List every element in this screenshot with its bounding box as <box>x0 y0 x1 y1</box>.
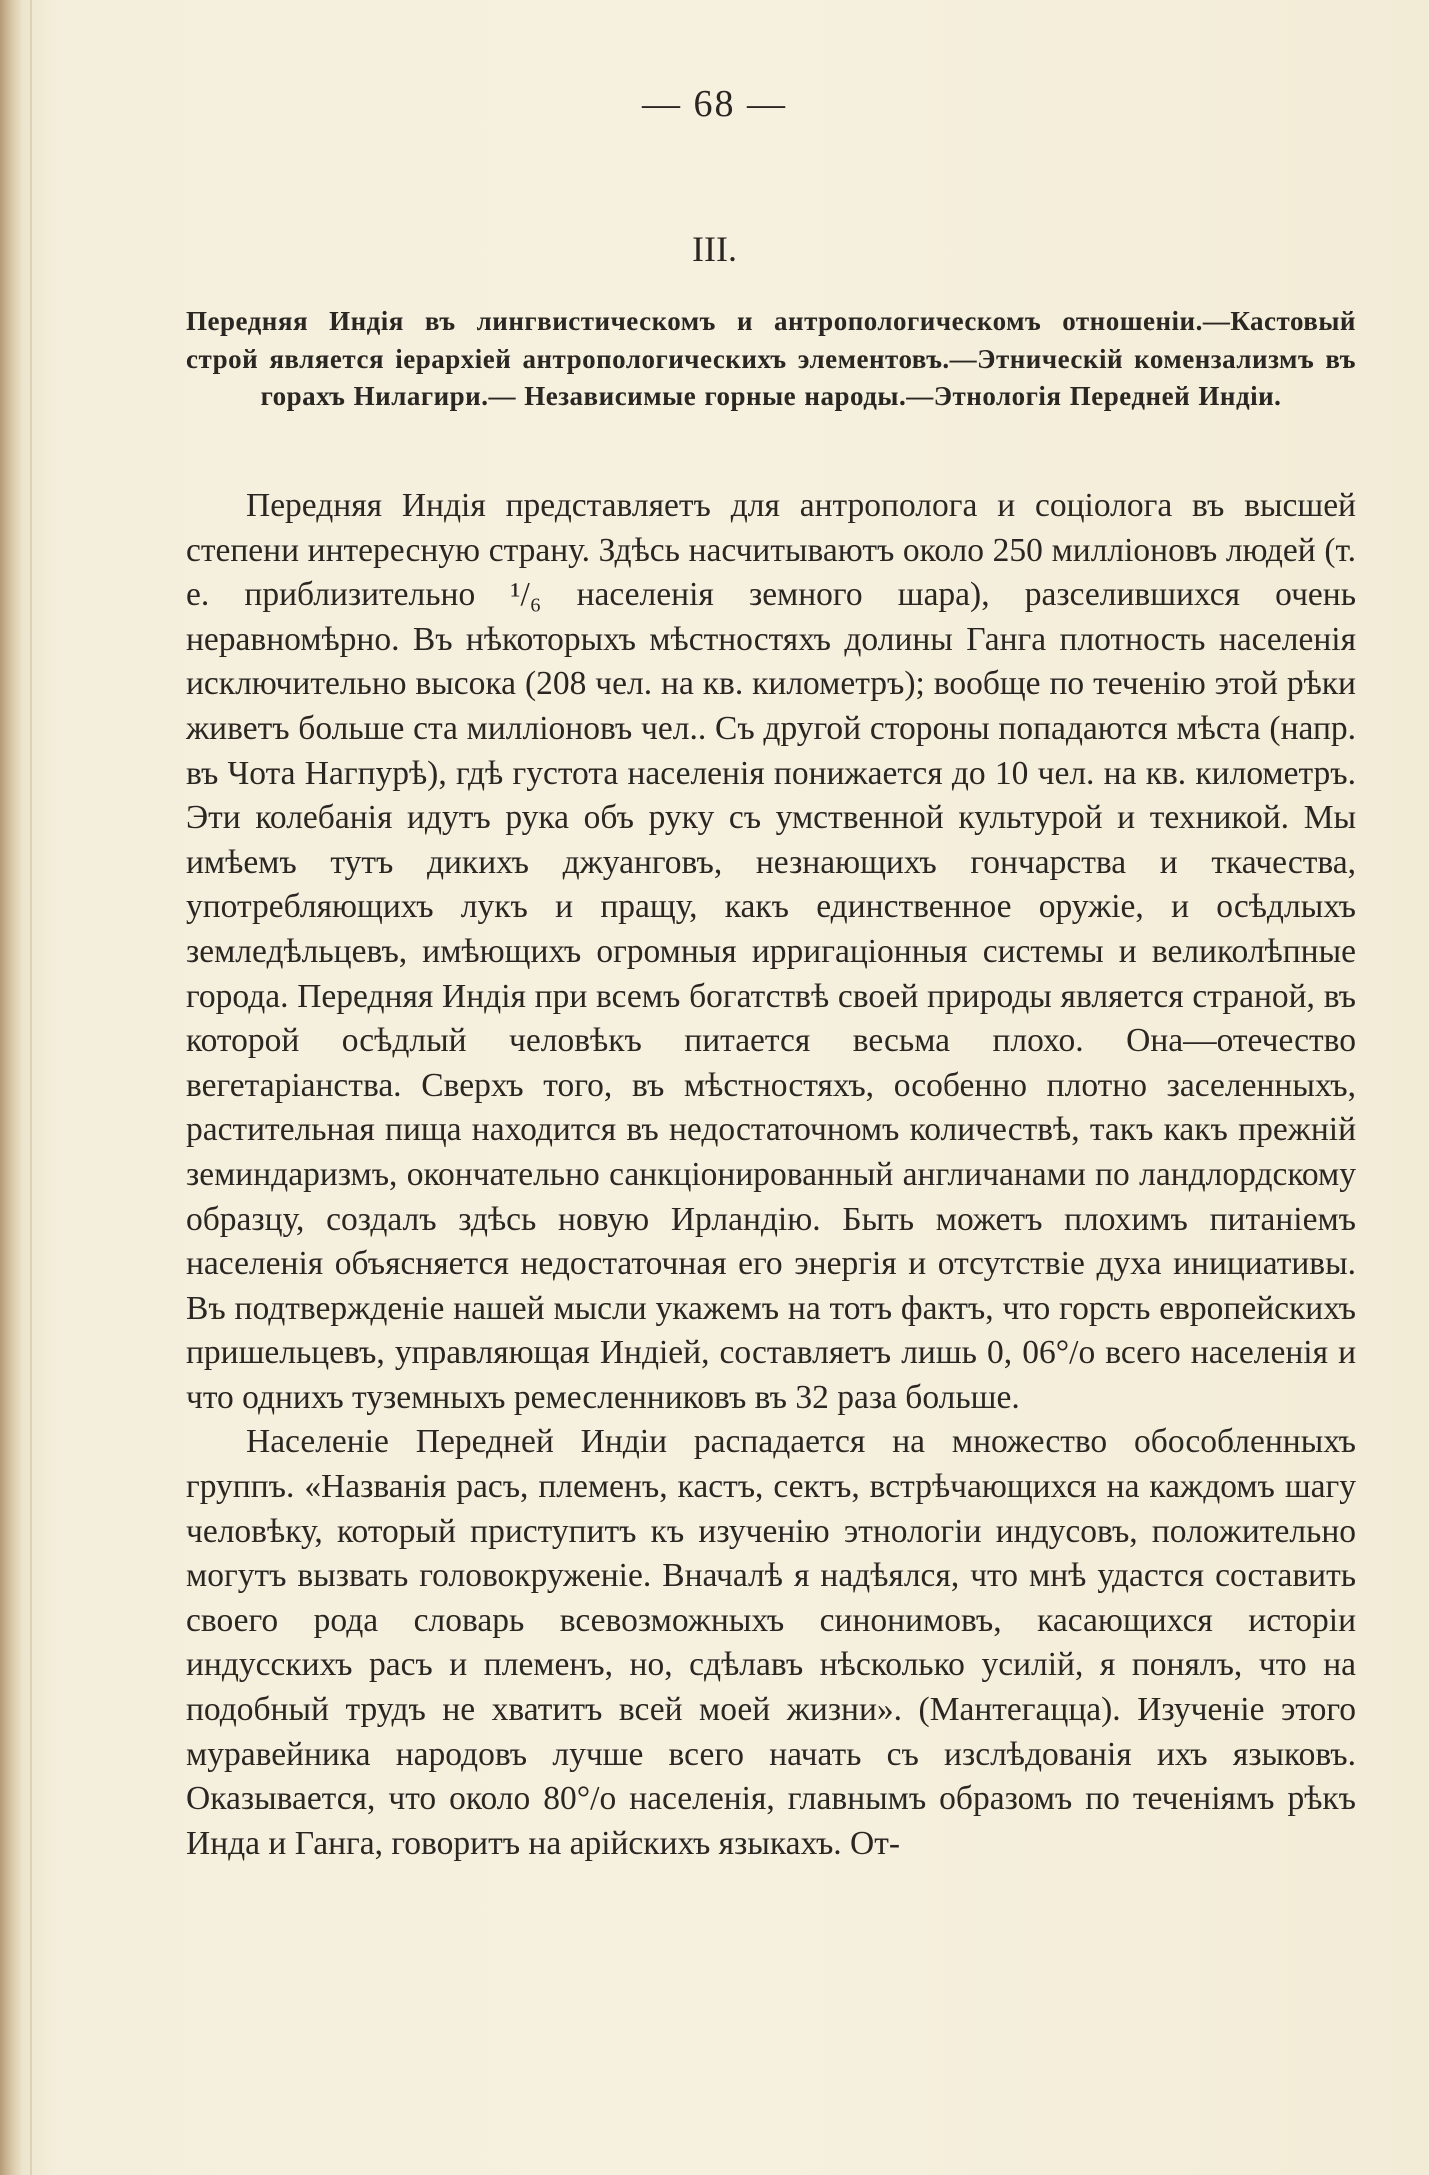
page-binding-edge <box>0 0 22 2175</box>
page-fold-shadow <box>30 0 32 2175</box>
chapter-summary: Передняя Индія въ лингвистическомъ и антропологическомъ отношеніи.—Кастовый строй является іерархіей антропологическихъ элементовъ.—Этническій комензализмъ въ горахъ Нилагири.— Независимые горные народы.—Этнологія Передней Индіи. <box>186 306 1356 411</box>
chapter-heading: III. <box>692 229 737 269</box>
body-text <box>186 484 1356 1866</box>
paragraph: Населеніе Передней Индіи распадается на множество обособленныхъ группъ. «Названія расъ, племенъ, кастъ, сектъ, встрѣчающихся на каждомъ шагу человѣку, который приступитъ къ изученію этнологіи индусовъ, положительно могутъ вызвать головокруженіе. Вначалѣ я надѣялся, что мнѣ удастся составить своего рода словарь всевозможныхъ синонимовъ, касающихся исторіи индусскихъ расъ и племенъ, но, сдѣлавъ нѣсколько усилій, я понялъ, что на подобный трудъ не хватитъ всей моей жизни». (Мантегацца). Изученіе этого муравейника народовъ лучше всего начать съ изслѣдованія ихъ языковъ. Оказывается, что около 80°/о населенія, главнымъ образомъ по теченіямъ рѣкъ Инда и Ганга, говоритъ на арійскихъ языкахъ. От- <box>186 1423 1356 1862</box>
paragraph: Передняя Индія представляетъ для антрополога и соціолога въ высшей степени интересную страну. Здѣсь насчитываютъ около 250 милліоновъ людей (т. е. приблизительно ¹/₆ населенія земного шара), разселившихся очень неравномѣрно. Въ нѣкоторыхъ мѣстностяхъ долины Ганга плотность населенія исключительно высока (208 чел. на кв. километръ); вообще по теченію этой рѣки живетъ больше ста милліоновъ чел.. Съ другой стороны попадаются мѣста (напр. въ Чота Нагпурѣ), гдѣ густота населенія понижается до 10 чел. на кв. километръ. Эти колебанія идутъ рука объ руку съ умственной культурой и техникой. Мы имѣемъ тутъ дикихъ джуанговъ, незнающихъ гончарства и ткачества, употребляющихъ лукъ и пращу, какъ единственное оружіе, и осѣдлыхъ земледѣльцевъ, имѣющихъ огромныя ирригаціонныя системы и великолѣпные города. Передняя Индія при всемъ богатствѣ своей природы является страной, въ которой осѣдлый человѣкъ питается весьма плохо. Она—отечество вегетаріанства. Сверхъ того, въ мѣстностяхъ, особенно плотно заселенныхъ, растительная пища находится въ недостаточномъ количествѣ, такъ какъ прежній земиндаризмъ, окончательно санкціонированный англичанами по ландлордскому образцу, создалъ здѣсь новую Ирландію. Быть можетъ плохимъ питаніемъ населенія объясняется недостаточная его энергія и отсутствіе духа инициативы. Въ подтвержденіе нашей мысли укажемъ на тотъ фактъ, что горсть европейскихъ пришельцевъ, управляющая Индіей, составляетъ лишь 0, 06°/о всего населенія и что однихъ туземныхъ ремесленниковъ въ 32 раза больше. <box>186 487 1356 1416</box>
page-number: — 68 — <box>642 83 787 125</box>
